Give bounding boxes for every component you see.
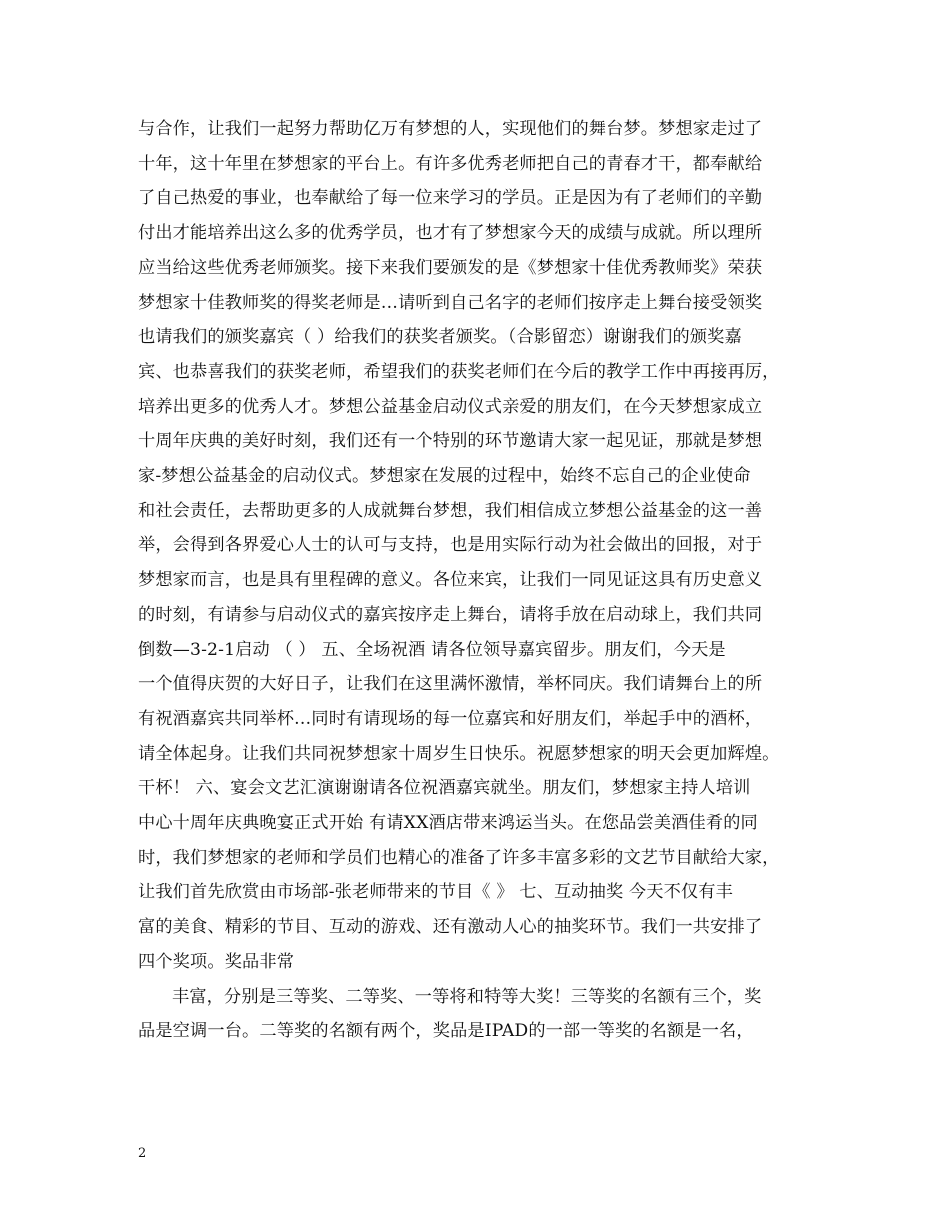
text-line: 中心十周年庆典晚宴正式开始 有请XX酒店带来鸿运当头。在您品尝美酒佳肴的同 [138,813,758,834]
text-line: 梦想家十佳教师奖的得奖老师是…请听到自己名字的老师们按序走上舞台接受领奖 [138,292,763,313]
paragraph [138,980,818,1049]
text-line: 举，会得到各界爱心人士的认可与支持，也是用实际行动为社会做出的回报，对于 [138,535,763,556]
text-line: 应当给这些优秀老师颁奖。接下来我们要颁发的是《梦想家十佳优秀教师奖》荣获 [138,257,763,278]
text-line: 培养出更多的优秀人才。梦想公益基金启动仪式亲爱的朋友们，在今天梦想家成立 [138,396,763,417]
document-body [138,112,818,1049]
text-line: 有祝酒嘉宾共同举杯…同时有请现场的每一位嘉宾和好朋友们，举起手中的酒杯， [138,708,763,729]
text-line: 家-梦想公益基金的启动仪式。梦想家在发展的过程中，始终不忘自己的企业使命 [138,466,751,487]
text-line: 让我们首先欣赏由市场部-张老师带来的节目《 》 七、互动抽奖 今天不仅有丰 [138,882,733,903]
text-line: 丰富，分别是三等奖、二等奖、一等将和特等大奖！三等奖的名额有三个，奖 [172,986,762,1007]
text-line: 请全体起身。让我们共同祝梦想家十周岁生日快乐。祝愿梦想家的明天会更加辉煌。 [138,743,780,764]
text-line: 宾、也恭喜我们的获奖老师，希望我们的获奖老师们在今后的教学工作中再接再厉， [138,361,780,382]
text-line: 十周年庆典的美好时刻，我们还有一个特别的环节邀请大家一起见证，那就是梦想 [138,431,763,452]
text-line: 十年，这十年里在梦想家的平台上。有许多优秀老师把自己的青春才干，都奉献给 [138,153,763,174]
text-line: 与合作，让我们一起努力帮助亿万有梦想的人，实现他们的舞台梦。梦想家走过了 [138,119,763,139]
text-line: 梦想家而言，也是具有里程碑的意义。各位来宾，让我们一同见证这具有历史意义 [138,570,763,591]
text-line: 一个值得庆贺的大好日子，让我们在这里满怀激情，举杯同庆。我们请舞台上的所 [138,674,763,695]
text-line: 时，我们梦想家的老师和学员们也精心的准备了许多丰富多彩的文艺节目献给大家， [138,847,780,868]
text-line: 付出才能培养出这么多的优秀学员，也才有了梦想家今天的成绩与成就。所以理所 [138,223,763,244]
text-line: 的时刻，有请参与启动仪式的嘉宾按序走上舞台，请将手放在启动球上，我们共同 [138,604,763,625]
text-line: 也请我们的颁奖嘉宾（ ）给我们的获奖者颁奖。（合影留恋）谢谢我们的颁奖嘉 [138,327,742,348]
paragraph [138,112,818,980]
text-line: 和社会责任，去帮助更多的人成就舞台梦想，我们相信成立梦想公益基金的这一善 [138,500,763,521]
text-line: 了自己热爱的事业，也奉献给了每一位来学习的学员。正是因为有了老师们的辛勤 [138,188,763,209]
text-line: 品是空调一台。二等奖的名额有两个，奖品是IPAD的一部一等奖的名额是一名， [138,1021,754,1042]
text-line: 富的美食、精彩的节目、互动的游戏、还有激动人心的抽奖环节。我们一共安排了 [138,917,763,938]
text-line: 倒数—3-2-1启动 （ ） 五、全场祝酒 请各位领导嘉宾留步。朋友们，今天是 [138,639,726,660]
text-line: 四个奖项。奖品非常 [138,951,295,972]
text-line: 干杯！ 六、宴会文艺汇演谢谢请各位祝酒嘉宾就坐。朋友们，梦想家主持人培训 [138,778,751,799]
page-number: 2 [138,1146,147,1161]
